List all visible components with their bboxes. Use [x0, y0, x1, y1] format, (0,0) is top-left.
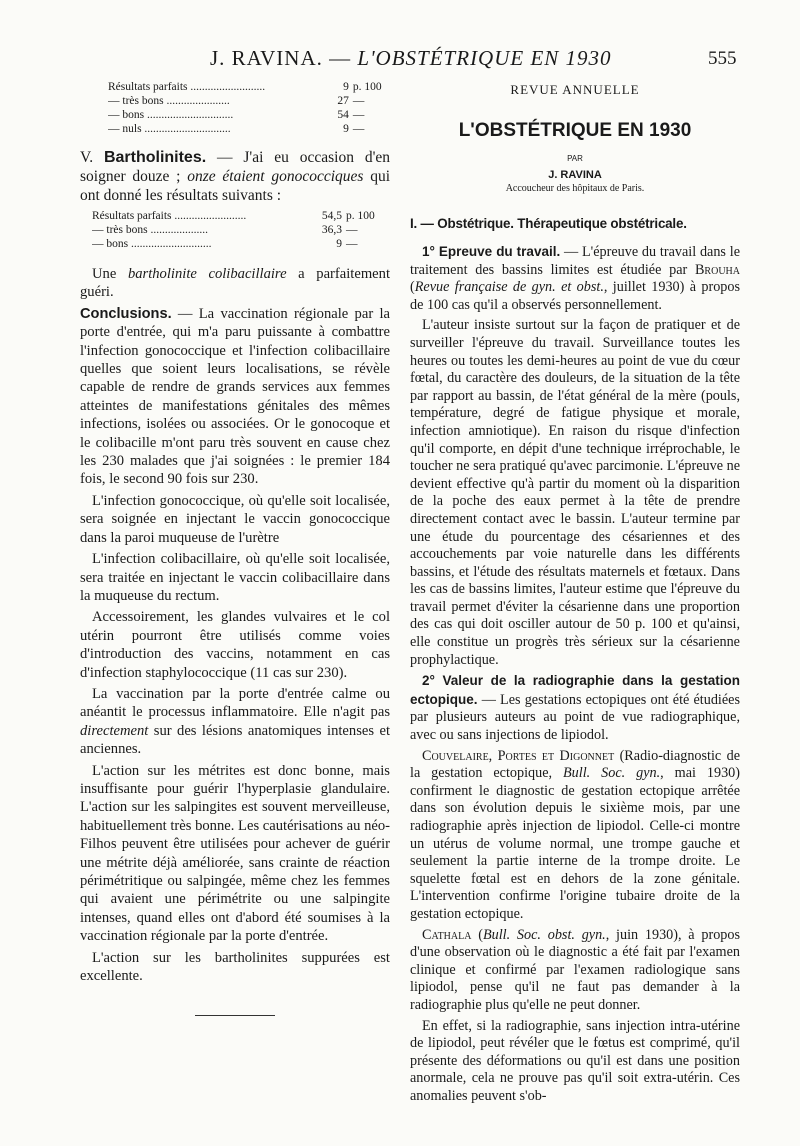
left-column — [80, 78, 390, 1016]
conclusions-heading: Conclusions. — [80, 305, 172, 322]
running-header — [0, 46, 800, 74]
cathala-paragraph: Cathala (Bull. Soc. obst. gyn., juin 1930), à propos d'une observation où le diagnostic a été fait par l'examen clinique et confirmé par l'examen radiologique sans lipiodol, pense qu'il ne faut pas demander à la radiographie plus qu'elle ne peut donner. — [410, 926, 740, 1013]
article-title: L'OBSTÉTRIQUE EN 1930 — [458, 120, 692, 141]
page-number: 555 — [708, 48, 737, 69]
table-row: — bons .............................. 54 — — [108, 109, 365, 121]
table-row: — bons ............................ 9 — — [92, 238, 358, 250]
auteur-paragraph: L'auteur insiste surtout sur la façon de pratiquer et de surveiller l'épreuve du travail. Surveillance toutes les heures ou toutes les demi-heures au point de vue du cœur fœtal, du caractère des douleurs, de la situation de la tête par rapport au bassin, de l'état général de la mère (pouls, température, degré de fatigue physique et morale, infection amniotique). En raison du risque d'infection qu'il comporte, en dépit d'une technique irréprochable, le toucher ne sera pratiqué qu'avec parcimonie. L'épreuve ne devient effective qu'à partir du moment où la disparition de la poche des eaux permet à la tête de prendre directement contact avec le bassin. L'auteur termine par une étude du pourcentage des césariennes et des accouchements par voie naturelle dans les différents bassins, et l'étude des résultats maternels et fœtaux. Dans les cas de bassins limites, l'auteur estime que l'épreuve du travail permet d'éviter la césarienne dans une proportion des cas qui doit osciller autour de 50 p. 100 et qu'ainsi, elle constitue un progrès très sérieux sur la césarienne prophylactique. — [410, 317, 740, 668]
right-column — [410, 78, 740, 1106]
metrites-paragraph: L'action sur les métrites est donc bonne, mais insuffisante pour guérir l'hyperplasie glandulaire. L'action sur les salpingites est souvent merveilleuse, habituellement très bonne. Les cautérisations au néo-Filhos peuvent être utilisées pour achever de guérir une métrite déjà améliorée, sans crainte de réaction périmétritique ou salpingée, même chez les femmes qui avaient une périmétrite ou une salpingite intenses, quand elles ont d'abord été soumises à la vaccination régionale par la porte d'entrée. — [80, 762, 391, 945]
author-name: J. RAVINA — [548, 169, 602, 181]
table-row: — nuls .............................. 9 — — [108, 123, 365, 135]
running-title: J. RAVINA. — L'OBSTÉTRIQUE EN 1930 — [210, 46, 612, 70]
section-heading: I. — Obstétrique. Thérapeutique obstétricale. — [410, 216, 687, 231]
results-table-2 — [92, 209, 390, 251]
bartholinites-paragraph: V. Bartholinites. — J'ai eu occasion d'en soigner douze ; onze étaient gonococciques qui ont donné les résultats suivants : — [80, 149, 390, 204]
couvelaire-paragraph: Couvelaire, Portes et Digonnet (Radio-diagnostic de la gestation ectopique, Bull. Soc. gyn., mai 1930) confirment le diagnostic de gestation ectopique arrêtée dans son évolution depuis le sixième mois, par une radiographie après injection de lipiodol. Celle-ci montre un utérus de volume normal, une trompe gauche et seulement la partie interne de la trompe droite. Le squelette fœtal est en dehors de la zone génitale. L'intervention confirme l'origine tubaire droite de la gestation ectopique. — [410, 747, 740, 922]
valeur-paragraph: 2° Valeur de la radiographie dans la gestation ectopique. — Les gestations ectopiques ont été étudiées par plusieurs auteurs au point de vue radiographique, avec ou sans injections de lipiodol. — [410, 673, 740, 744]
en-effet-paragraph: En effet, si la radiographie, sans injection intra-utérine de lipiodol, peut révéler que le fœtus est comprimé, qu'il présente des déformations ou qu'il est dans une position anormale, cela ne prouve pas qu'il soit extra-utérin. Ces anomalies peuvent s'ob- — [410, 1017, 740, 1104]
revue-label: REVUE ANNUELLE — [510, 82, 640, 97]
table-row: — très bons .................... 36,3 — — [92, 224, 358, 236]
gonococcique-paragraph: L'infection gonococcique, où qu'elle soit localisée, sera soignée en injectant le vaccin gonococcique dans la paroi muqueuse de l'urètre — [80, 492, 390, 546]
bartholinites-suppurees-paragraph: L'action sur les bartholinites suppurées est excellente. — [80, 949, 390, 985]
colibacillaire-treatment-paragraph: L'infection colibacillaire, où qu'elle soit localisée, sera traitée en injectant le vaccin colibacillaire dans la muqueuse du rectum. — [80, 551, 390, 604]
conclusions-paragraph: Conclusions. — La vaccination régionale par la porte d'entrée, qui m'a paru puissante à combattre l'infection gonococcique et l'infection colibacillaire quelles que soient leurs localisations, se révèle capable de rendre de grands services aux femmes atteintes de manifestations génitales des mêmes infections, isolées ou associées. Or le gonocoque et le colibacille m'ont paru très souvent en cause chez les 230 malades que j'ai soignées : le premier 184 fois, le second 90 fois sur 230. — [80, 305, 390, 488]
bartholinites-heading: Bartholinites. — [103, 149, 207, 166]
table-row: Résultats parfaits ......................... 54,5 p. 100 — [92, 210, 375, 222]
right-body — [410, 243, 740, 1106]
vaccination-paragraph: La vaccination par la porte d'entrée calme ou anéantit le processus inflammatoire. Elle n'agit pas directement sur des lésions anatomiques intenses et anciennes. — [80, 685, 390, 758]
end-rule — [195, 1015, 275, 1016]
author-affiliation: Accoucheur des hôpitaux de Paris. — [505, 183, 645, 194]
colibacillaire-paragraph: Une bartholinite colibacillaire a parfaitement guéri. — [80, 266, 391, 301]
table-row: Résultats parfaits .......................... 9 p. 100 — [108, 81, 382, 93]
epreuve-paragraph: 1° Epreuve du travail. — L'épreuve du travail dans le traitement des bassins limites est étudiée par Brouha (Revue française de gyn. et obst., juillet 1930) à propos de 100 cas qu'il a observés personnellement. — [410, 244, 740, 313]
results-table-1 — [108, 80, 390, 136]
table-row: — très bons ...................... 27 — — [108, 95, 365, 107]
accessoirement-paragraph: Accessoirement, les glandes vulvaires et le col utérin pourront être utilisés comme voies d'introduction des vaccins, notamment en cas d'infection staphylococcique (11 cas sur 230). — [80, 609, 390, 681]
by-label: PAR — [567, 154, 583, 163]
